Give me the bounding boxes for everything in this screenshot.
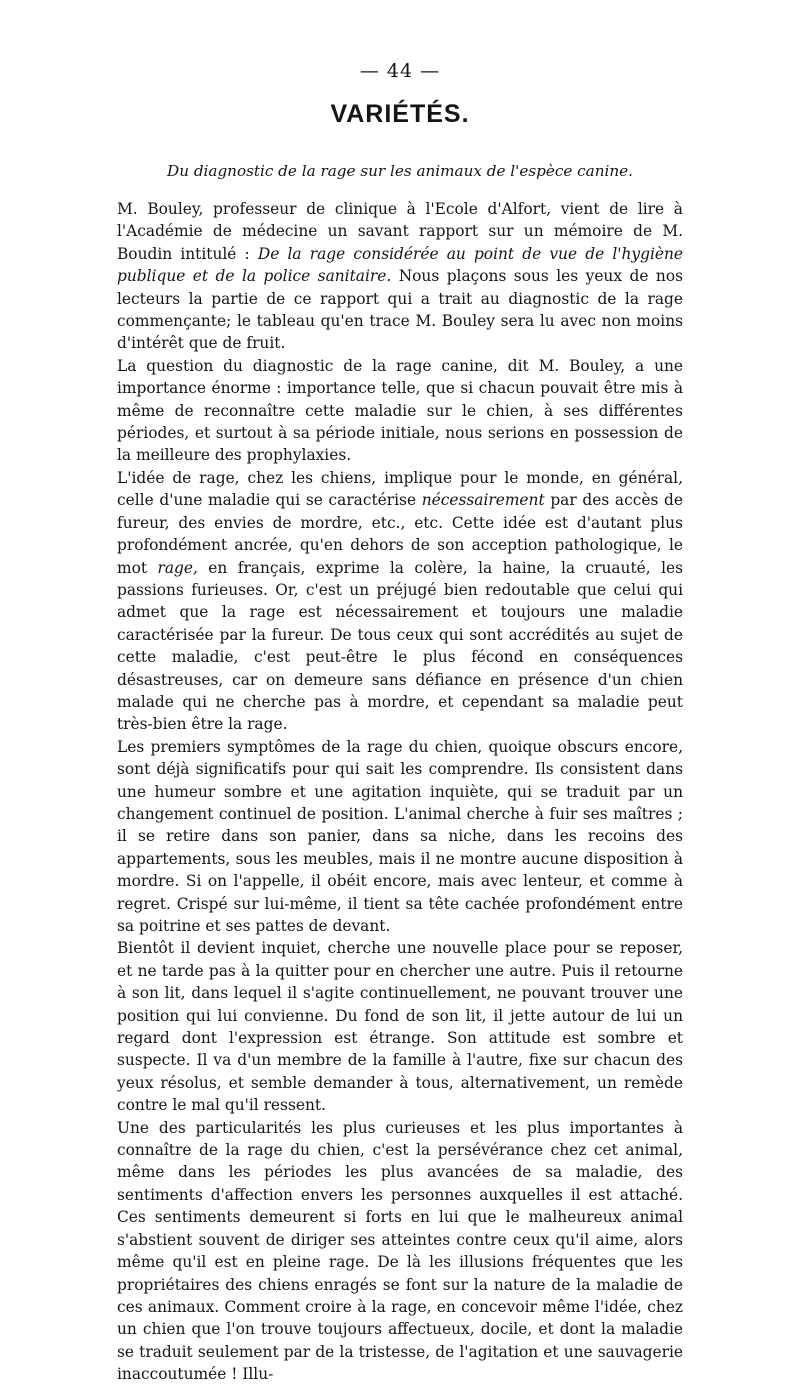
paragraph-text: Bientôt il devient inquiet, cherche une nouvelle place pour se reposer, et ne tarde pas à la quitter pour en chercher une autre. Puis il retourne à son lit, dans lequel il s'agite continuellement, ne pouvant trouver une position qui lui convienne. Du fond de son lit, il jette autour de lui un regard dont l'expression est étrange. Son attitude est sombre et suspecte. Il va d'un membre de la famille à l'autre, fixe sur chacun des yeux résolus, et semble demander à tous, alternativement, un remède contre le mal qu'il ressent. bbox=[117, 939, 683, 1115]
paragraph-5 bbox=[117, 937, 683, 1116]
paragraph-text: Nous plaçons sous les yeux de nos lecteurs la partie de ce rapport qui a trait au diagnostic de la rage commençante; le tableau qu'en trace M. Bouley sera lu avec non moins d'intérêt que de fruit. bbox=[117, 267, 683, 353]
paragraph-3 bbox=[117, 467, 683, 736]
paragraph-text: M. Bouley, professeur de clinique à l'Ecole d'Alfort, vient de lire à l'Académie de médecine un savant rapport sur un mémoire de M. Boudin intitulé : bbox=[117, 200, 683, 263]
paragraph-1 bbox=[117, 198, 683, 355]
paragraph-italic-text: rage, bbox=[157, 558, 198, 577]
paragraph-4 bbox=[117, 736, 683, 938]
paragraph-text: en français, exprime la colère, la haine, la cruauté, les passions furieuses. Or, c'est un préjugé bien redoutable que celui qui admet que la rage est nécessairement et toujours une maladie caractérisée par la fureur. De tous ceux qui sont accrédités au sujet de cette maladie, c'est peut-être le plus fécond en conséquences désastreuses, car on demeure sans défiance en présence d'un chien malade qui ne cherche pas à mordre, et cependant sa maladie peut très-bien être la rage. bbox=[117, 558, 684, 734]
paragraph-2 bbox=[117, 355, 683, 467]
paragraph-italic-text: nécessairement bbox=[421, 491, 545, 510]
paragraph-text: Les premiers symptômes de la rage du chien, quoique obscurs encore, sont déjà significatifs pour qui sait les comprendre. Ils consistent dans une humeur sombre et une agitation inquiète, qui se traduit par un changement continuel de position. L'animal cherche à fuir ses maîtres ; il se retire dans son panier, dans sa niche, dans les recoins des appartements, sous les meubles, mais il ne montre aucune disposition à mordre. Si on l'appelle, il obéit encore, mais avec lenteur, et comme à regret. Crispé sur lui-même, il tient sa tête cachée profondément entre sa poitrine et ses pattes de devant. bbox=[117, 737, 683, 935]
paragraph-italic-text: De la rage considérée au point de vue de l'hygiène publique et de la police sanitaire. bbox=[117, 244, 684, 286]
article-body bbox=[117, 198, 683, 1386]
article-subtitle: Du diagnostic de la rage sur les animaux de l'espèce canine. bbox=[167, 162, 633, 180]
paragraph-text: par des accès de fureur, des envies de mordre, etc., etc. Cette idée est d'autant plus profondément ancrée, qu'en dehors de son acception pathologique, le mot bbox=[117, 491, 683, 577]
section-title: VARIÉTÉS. bbox=[330, 100, 470, 128]
paragraph-text: La question du diagnostic de la rage canine, dit M. Bouley, a une importance énorme : importance telle, que si chacun pouvait être mis à même de reconnaître cette maladie sur le chien, à ses différentes périodes, et surtout à sa période initiale, nous serions en possession de la meilleure des prophylaxies. bbox=[117, 356, 683, 465]
paragraph-text: Une des particularités les plus curieuses et les plus importantes à connaître de la rage du chien, c'est la persévérance chez cet animal, même dans les périodes les plus avancées de sa maladie, des sentiments d'affection envers les personnes auxquelles il est attaché. Ces sentiments demeurent si forts en lui que le malheureux animal s'abstient souvent de diriger ses atteintes contre ceux qu'il aime, alors même qu'il est en pleine rage. De là les illusions fréquentes que les propriétaires des chiens enragés se font sur la nature de la maladie de ces animaux. Comment croire à la rage, en concevoir même l'idée, chez un chien que l'on trouve toujours affectueux, docile, et dont la maladie se traduit seulement par de la tristesse, de l'agitation et une sauvagerie inaccoutumée ! Illu- bbox=[117, 1118, 683, 1384]
paragraph-6 bbox=[117, 1117, 683, 1386]
page-number: — 44 — bbox=[359, 60, 441, 82]
paragraph-text: L'idée de rage, chez les chiens, implique pour le monde, en général, celle d'une maladie qui se caractérise bbox=[117, 468, 683, 510]
